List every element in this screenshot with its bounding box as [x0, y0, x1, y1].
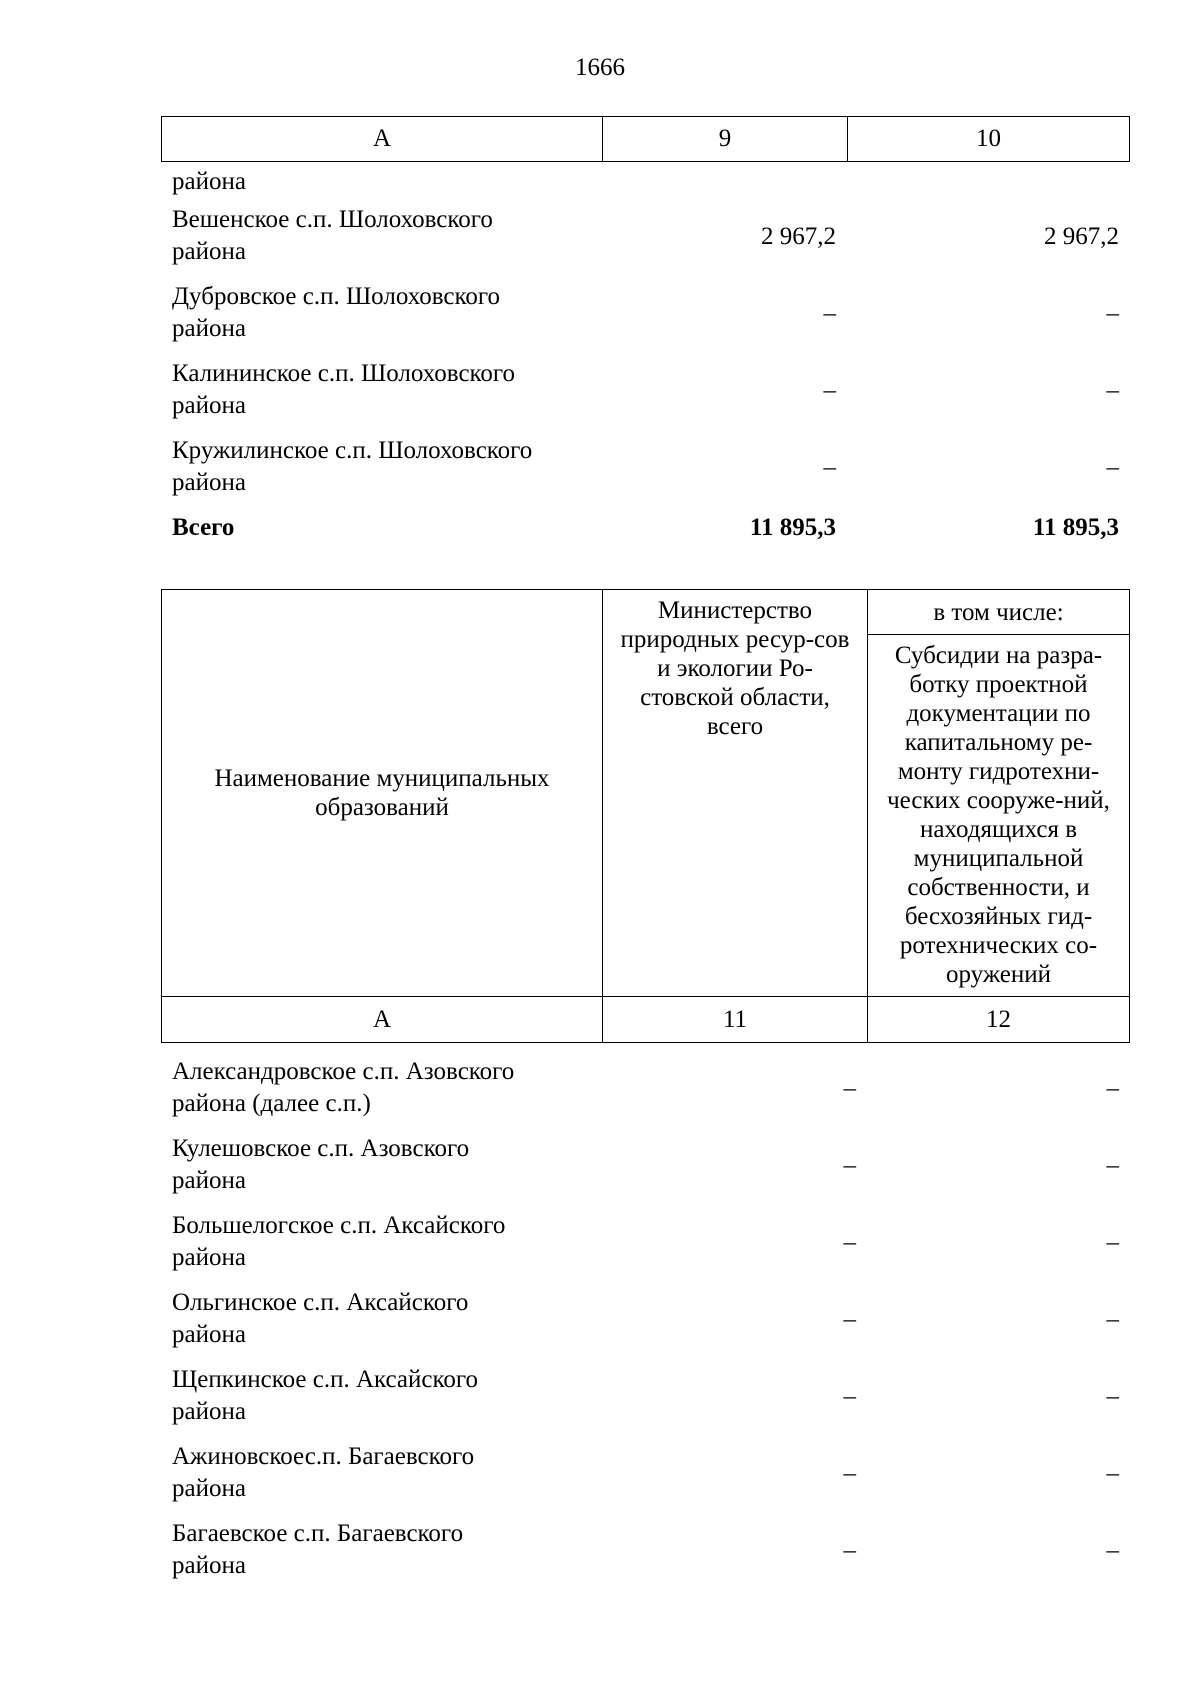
total-label: Всего	[172, 514, 235, 541]
table-row-continuation	[161, 166, 1130, 198]
total-value-col9: 11 895,3	[749, 514, 836, 541]
row-name-line1: Вешенское с.п. Шолоховского	[172, 206, 493, 233]
row-value-col10: –	[1106, 376, 1119, 404]
row-name-line2: района	[172, 1475, 246, 1502]
row-value-col9: –	[823, 376, 836, 404]
row-name-line1: Багаевское с.п. Багаевского	[172, 1520, 464, 1547]
table-row	[161, 275, 1130, 352]
row-name-line2: района	[172, 1321, 246, 1348]
row-name-line1: Ажиновскоес.п. Багаевского	[172, 1443, 475, 1470]
row-value-col9: 2 967,2	[761, 222, 836, 250]
row-name-line2: района	[172, 392, 246, 419]
header-including: в том числе:	[868, 590, 1130, 635]
header-subsidy: Субсидии на разра-ботку проектной документации по капитальному ре-монту гидротехни-ческих сооруже-ний, находящихся в муниципальной собственности, и бесхозяйных гид-ротехнических со-оружений	[868, 635, 1130, 997]
row-value-col12: –	[1106, 1228, 1119, 1256]
row-value-col11: –	[843, 1305, 856, 1333]
row-value-col12: –	[1106, 1305, 1119, 1333]
row-value-col12: –	[1106, 1459, 1119, 1487]
row-value-col11: –	[843, 1459, 856, 1487]
row-value-col11: –	[843, 1151, 856, 1179]
row-value-col10: –	[1106, 453, 1119, 481]
total-value-col10: 11 895,3	[1032, 514, 1119, 541]
table-row	[161, 1358, 1130, 1435]
table-row	[161, 1050, 1130, 1127]
row-value-col10: 2 967,2	[1044, 222, 1119, 250]
row-value-col11: –	[843, 1536, 856, 1564]
row-value-col10: –	[1106, 299, 1119, 327]
index-col-a: А	[162, 997, 603, 1043]
table2-body	[161, 1050, 1130, 1589]
row-name-line1: Большелогское с.п. Аксайского	[172, 1212, 506, 1239]
table-row	[161, 1127, 1130, 1204]
table-row	[161, 198, 1130, 275]
row-name-line2: района	[172, 1552, 246, 1579]
row-name-line2: района	[172, 1167, 246, 1194]
index-col-11: 11	[603, 997, 868, 1043]
row-name	[161, 352, 602, 429]
row-value-col12: –	[1106, 1074, 1119, 1102]
table1-header-row	[161, 116, 1130, 162]
table1-header-col-10: 10	[976, 125, 1001, 152]
row-name	[161, 1512, 602, 1589]
row-value-col11: –	[843, 1228, 856, 1256]
index-col-12: 12	[868, 997, 1130, 1043]
row-name-line1: Ольгинское с.п. Аксайского	[172, 1289, 469, 1316]
row-value-col9: –	[823, 453, 836, 481]
row-value-col12: –	[1106, 1382, 1119, 1410]
header-ministry-total: Министерство природных ресур-сов и экологии Ро-стовской области, всего	[603, 590, 868, 997]
table-row	[161, 429, 1130, 506]
row-name-line1: Кулешовское с.п. Азовского	[172, 1135, 470, 1162]
table2-header	[161, 589, 1130, 1043]
table-row	[161, 1435, 1130, 1512]
table1-body	[161, 166, 1130, 546]
table-row-total	[161, 506, 1130, 546]
row-value-col12: –	[1106, 1151, 1119, 1179]
table1-header-col-a: А	[162, 117, 603, 161]
row-name-line1: Кружилинское с.п. Шолоховского	[172, 437, 533, 464]
row-value-col11: –	[843, 1074, 856, 1102]
row-name	[161, 1127, 602, 1204]
table-row	[161, 352, 1130, 429]
row-name: района	[172, 168, 246, 195]
row-name-line2: района	[172, 1398, 246, 1425]
row-name-line2: района (далее с.п.)	[172, 1090, 371, 1117]
row-name-line2: района	[172, 238, 246, 265]
row-value-col12: –	[1106, 1536, 1119, 1564]
row-value-col9: –	[823, 299, 836, 327]
row-name-line1: Щепкинское с.п. Аксайского	[172, 1366, 479, 1393]
row-name	[161, 1204, 602, 1281]
row-name	[161, 198, 602, 275]
row-name	[161, 429, 602, 506]
table-row	[161, 1204, 1130, 1281]
row-name	[161, 1050, 602, 1127]
row-name	[161, 1435, 602, 1512]
table2-index-row	[162, 997, 1130, 1043]
row-name	[161, 1281, 602, 1358]
row-name-line2: района	[172, 469, 246, 496]
table-row	[161, 1281, 1130, 1358]
page-number: 1666	[575, 54, 625, 81]
row-name-line1: Калининское с.п. Шолоховского	[172, 360, 516, 387]
row-name-line2: района	[172, 315, 246, 342]
table1-header-col-9: 9	[603, 117, 848, 161]
header-municipality-name: Наименование муниципальных образований	[162, 590, 603, 997]
row-name-line2: района	[172, 1244, 246, 1271]
row-name	[161, 1358, 602, 1435]
row-value-col11: –	[843, 1382, 856, 1410]
row-name	[161, 275, 602, 352]
row-name-line1: Дубровское с.п. Шолоховского	[172, 283, 501, 310]
table-row	[161, 1512, 1130, 1589]
row-name-line1: Александровское с.п. Азовского	[172, 1058, 515, 1085]
